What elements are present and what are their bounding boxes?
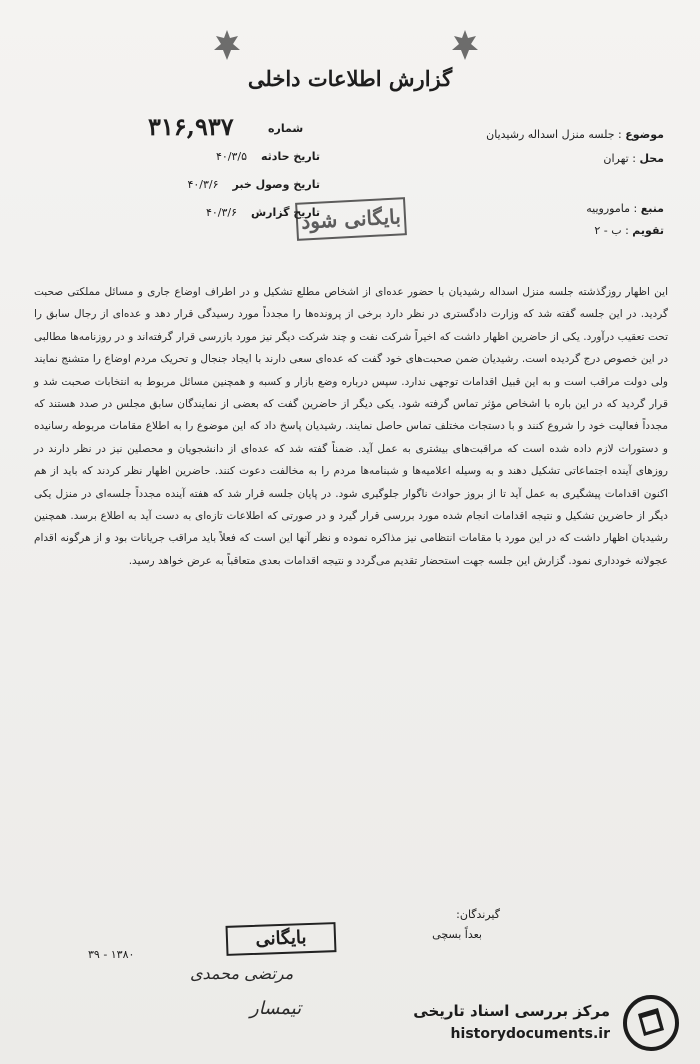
body-paragraph: این اظهار روزگذشته جلسه منزل اسداله رشیدیان با حضور عده‌ای از اشخاص مطلع تشکیل و در اطراف اوضاع جاری و مسائل مملکتی صحبت گردید. در این جلسه گفته شد که وزارت دادگستری در نظر دارد برخی از پرونده‌ها را مجدداً مورد رسیدگی قرار دهد و عده‌ای از رجال سابق را تحت تعقیب درآورد. یکی از حاضرین اظهار داشت که اخیراً شرکت نفت و چند شرکت دیگر نیز مورد بازرسی قرار گرفته‌اند و در روزنامه‌ها مطالبی در این خصوص درج گردیده است. رشیدیان ضمن صحبت‌های خود گفت که عده‌ای سعی دارند با ایجاد جنجال و تحریک مردم اوضاع را متشنج نمایند ولی دولت مراقب است و به این قبیل اقدامات توجهی ندارد. سپس درباره وضع بازار و کسبه و همچنین مسائل مربوط به انتخابات صحبت شد و قرار گردید که در این باره با اشخاص مؤثر تماس گرفته شود. یکی دیگر از حاضرین گفت که بعضی از نمایندگان سابق مجلس در صدد هستند که مجدداً فعالیت خود را شروع کنند و با دستجات مختلف تماس حاصل نمایند. رشیدیان پاسخ داد که این موضوع را به اطلاع مقامات مربوطه رسانیده و دستورات لازم داده شده است که مراقبت‌های بیشتری به عمل آید. ضمناً گفته شد که عده‌ای از دانشجویان و محصلین نیز در نظر دارند در روزهای آینده اجتماعاتی تشکیل دهند و به وسیله اعلامیه‌ها و شبنامه‌ها مردم را به مخالفت دعوت کنند. حاضرین اظهار نظر کردند که باید از هم اکنون اقدامات پیشگیری به عمل آید تا از بروز حوادث ناگوار جلوگیری شود. در پایان جلسه قرار شد که هفته آینده مجدداً جلسه‌ای در منزل یکی دیگر از حاضرین تشکیل و نتیجه اقدامات انجام شده مورد بررسی قرار گیرد و در صورتی که اطلاعات تازه‌ای به دست آید به اطلاع برسد. همچنین رشیدیان اظهار داشت که در این مورد با مقامات انتظامی نیز مذاکره نموده و نظر آنها این است که فعلاً باید مراقب جریانات بود و از هرگونه اقدام عجولانه خودداری نمود. گزارش این جلسه جهت استحضار تقدیم می‌گردد و نتیجه اقدامات بعدی متعاقباً به عرض خواهد رسید. [34,286,668,567]
date-row [187,178,320,191]
case-number: ۳۱۶,۹۳۷ [148,112,234,141]
watermark [398,994,688,1052]
date-value: ۴۰/۳/۶ [205,206,237,219]
report-body [34,281,668,572]
archive-box-stamp: بایگانی [226,922,337,956]
evaluation-label: تقویم [632,224,664,237]
source-value: ماموروییه [586,202,630,215]
evaluation-line: تقویم : ب - ۲ [594,224,664,237]
emblem-stamp-icon [448,28,482,62]
location-label: محل [639,152,664,165]
watermark-url: historydocuments.ir [450,1026,610,1042]
date-row [216,150,320,163]
evaluation-value: ب - ۲ [594,224,622,237]
source-label: منبع [640,202,664,215]
location-line: محل : تهران [603,152,664,165]
date-value: ۴۰/۳/۶ [187,178,219,191]
subject-value: جلسه منزل اسداله رشیدیان [486,128,615,141]
signature: مرتضی محمدی [190,964,294,983]
emblem-stamp-icon [210,28,244,62]
subject-label: موضوع [625,128,664,141]
handwritten-stamp: بایگانی شود [295,197,407,241]
recipients-line: گیرندگان: [456,908,500,921]
source-line: منبع : ماموروییه [586,202,664,215]
signature: تیمسار [250,998,302,1019]
date-label: تاریخ گزارش [250,206,320,219]
filing-number: ۳۹ - ۱۳۸۰ [88,948,135,961]
followup-line: بعداً بسچی [432,928,482,941]
date-label: تاریخ وصول خبر [232,178,320,191]
watermark-name: مرکز بررسی اسناد تاریخی [413,1002,610,1020]
case-number-label: شماره [268,122,304,135]
archive-logo-icon [620,994,682,1052]
document-title: گزارش اطلاعات داخلی [247,66,453,91]
subject-line: موضوع : جلسه منزل اسداله رشیدیان [486,128,664,141]
date-label: تاریخ حادثه [261,150,320,163]
location-value: تهران [603,152,629,165]
date-value: ۴۰/۳/۵ [215,150,247,163]
